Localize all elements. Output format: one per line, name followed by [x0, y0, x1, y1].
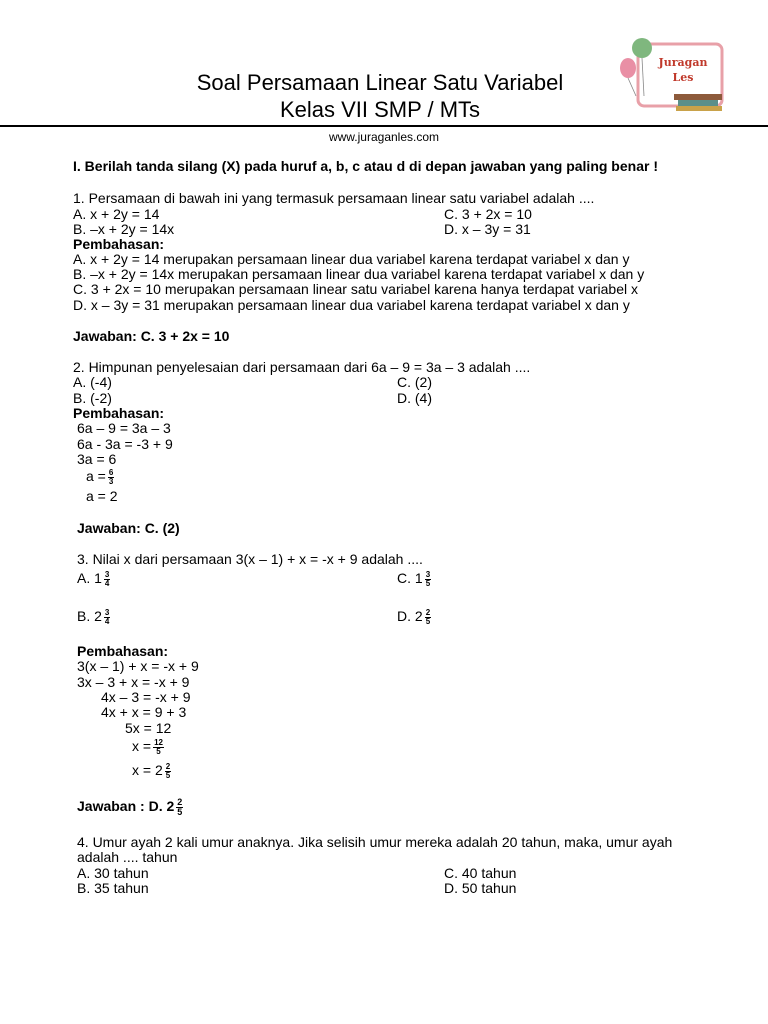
- fraction-denominator: 3: [108, 476, 114, 486]
- q2-step-4-fraction: [108, 469, 114, 486]
- fraction-numerator: 2: [165, 761, 171, 771]
- q1-option-d: D. x – 3y = 31: [444, 221, 531, 237]
- q3-option-d-text: D. 2: [397, 608, 423, 624]
- logo-text-juragan: Juragan: [658, 56, 708, 69]
- q3-step-6-fraction: [153, 739, 164, 756]
- q4-option-b: B. 35 tahun: [77, 880, 149, 896]
- q4-option-a: A. 30 tahun: [77, 865, 149, 881]
- q2-step-1: 6a – 9 = 3a – 3: [77, 420, 171, 436]
- q2-step-5: a = 2: [86, 488, 118, 504]
- q3-question: 3. Nilai x dari persamaan 3(x – 1) + x = -x + 9 adalah ....: [77, 551, 423, 567]
- q1-pembahasan-c: C. 3 + 2x = 10 merupakan persamaan linear satu variabel karena hanya terdapat variabel x: [73, 281, 639, 297]
- q4-option-c: C. 40 tahun: [444, 865, 517, 881]
- q3-step-6-text: x =: [132, 738, 152, 754]
- fraction-numerator: 3: [104, 607, 110, 617]
- q3-option-d-fraction: [425, 609, 431, 626]
- website-url: www.juraganles.com: [328, 130, 440, 144]
- q3-pembahasan-label: Pembahasan:: [77, 643, 169, 659]
- q3-step-6: [132, 738, 164, 756]
- q3-answer-fraction: [176, 798, 183, 817]
- q2-answer: Jawaban: C. (2): [77, 520, 180, 536]
- q3-option-c: [397, 570, 431, 588]
- q3-option-b-fraction: [104, 609, 110, 626]
- q3-step-7-text: x = 2: [132, 762, 163, 778]
- q3-option-d: [397, 608, 431, 626]
- q4-question-line-1: 4. Umur ayah 2 kali umur anaknya. Jika selisih umur mereka adalah 20 tahun, maka, umur ayah: [77, 834, 673, 850]
- q1-pembahasan-d: D. x – 3y = 31 merupakan persamaan linear dua variabel karena terdapat variabel x dan y: [73, 297, 630, 313]
- fraction-numerator: 12: [154, 737, 163, 747]
- instruction-text: I. Berilah tanda silang (X) pada huruf a, b, c atau d di depan jawaban yang paling benar !: [73, 158, 658, 174]
- q3-option-b-text: B. 2: [77, 608, 102, 624]
- fraction-denominator: 5: [177, 807, 183, 817]
- q3-option-c-text: C. 1: [397, 570, 423, 586]
- q3-step-7-fraction: [165, 763, 171, 780]
- q3-answer: [77, 798, 183, 817]
- fraction-numerator: 6: [108, 467, 114, 477]
- q2-step-4: [86, 468, 114, 486]
- fraction-denominator: 5: [165, 770, 171, 780]
- q3-step-3: 4x – 3 = -x + 9: [101, 689, 191, 705]
- q2-option-c: C. (2): [397, 374, 432, 390]
- fraction-denominator: 5: [425, 578, 431, 588]
- q2-question: 2. Himpunan penyelesaian dari persamaan dari 6a – 9 = 3a – 3 adalah ....: [73, 359, 531, 375]
- q3-step-2: 3x – 3 + x = -x + 9: [77, 674, 190, 690]
- q4-question-line-2: adalah .... tahun: [77, 849, 178, 865]
- q1-option-c: C. 3 + 2x = 10: [444, 206, 532, 222]
- q3-step-1: 3(x – 1) + x = -x + 9: [77, 658, 199, 674]
- fraction-denominator: 5: [156, 746, 161, 756]
- fraction-denominator: 5: [425, 616, 431, 626]
- q3-option-a-fraction: [104, 571, 110, 588]
- q2-pembahasan-label: Pembahasan:: [73, 405, 165, 421]
- q3-option-a: [77, 570, 110, 588]
- logo-text-les: Les: [672, 71, 694, 84]
- q2-step-2: 6a - 3a = -3 + 9: [77, 436, 173, 452]
- juragan-les-logo: [616, 36, 726, 116]
- document-subtitle: Kelas VII SMP / MTs: [279, 97, 481, 122]
- q3-step-4: 4x + x = 9 + 3: [101, 704, 187, 720]
- q1-pembahasan-b: B. –x + 2y = 14x merupakan persamaan linear dua variabel karena terdapat variabel x dan y: [73, 266, 645, 282]
- q3-option-b: [77, 608, 110, 626]
- q3-step-5: 5x = 12: [125, 720, 172, 736]
- document-title: Soal Persamaan Linear Satu Variabel: [196, 70, 564, 95]
- header-divider: [0, 125, 768, 127]
- q3-step-7: [132, 762, 171, 780]
- q2-step-3: 3a = 6: [77, 451, 117, 467]
- fraction-numerator: 2: [177, 797, 183, 807]
- q4-option-d: D. 50 tahun: [444, 880, 517, 896]
- q3-option-a-text: A. 1: [77, 570, 102, 586]
- q1-pembahasan-label: Pembahasan:: [73, 236, 165, 252]
- q1-question: 1. Persamaan di bawah ini yang termasuk persamaan linear satu variabel adalah ....: [73, 190, 595, 206]
- fraction-denominator: 4: [104, 616, 110, 626]
- fraction-numerator: 3: [104, 569, 110, 579]
- q1-answer: Jawaban: C. 3 + 2x = 10: [73, 328, 230, 344]
- fraction-denominator: 4: [104, 578, 110, 588]
- fraction-numerator: 2: [425, 607, 431, 617]
- fraction-numerator: 3: [425, 569, 431, 579]
- q3-option-c-fraction: [425, 571, 431, 588]
- q1-option-a: A. x + 2y = 14: [73, 206, 160, 222]
- q2-option-a: A. (-4): [73, 374, 112, 390]
- q3-answer-text: Jawaban : D. 2: [77, 798, 175, 815]
- q1-option-b: B. –x + 2y = 14x: [73, 221, 175, 237]
- q2-option-b: B. (-2): [73, 390, 112, 406]
- q1-pembahasan-a: A. x + 2y = 14 merupakan persamaan linear dua variabel karena terdapat variabel x dan y: [73, 251, 630, 267]
- q2-option-d: D. (4): [397, 390, 432, 406]
- q2-step-4-text: a =: [86, 468, 106, 484]
